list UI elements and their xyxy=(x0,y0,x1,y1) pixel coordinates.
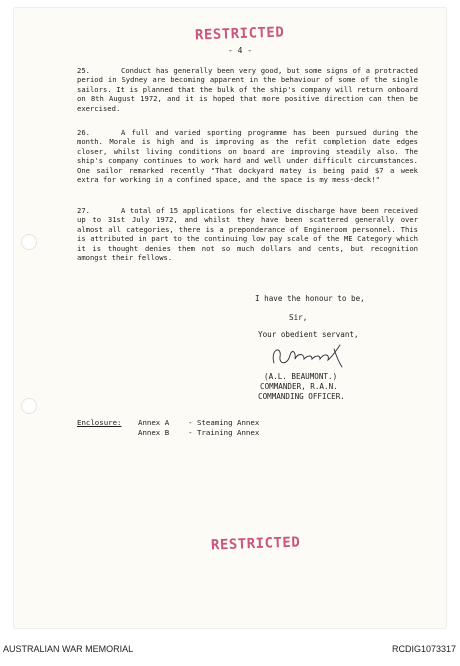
paragraph-text: Conduct has generally been very good, but some signs of a protracted period in Sydney are becoming apparent in the behaviour of some of the single sailors. It is planned that the bulk of the ship's company will return onboard on 8th August 1972, and it is hoped that more positive direction can then be exercised. xyxy=(77,66,418,113)
annex-description: Steaming Annex xyxy=(196,418,260,427)
annex-id: Annex B xyxy=(138,428,170,437)
paragraph-number: 26. xyxy=(77,128,90,137)
closing-servant: Your obedient servant, xyxy=(258,330,359,339)
signatory-rank: COMMANDER, R.A.N. xyxy=(260,382,338,391)
restricted-stamp-bottom: RESTRICTED xyxy=(210,534,301,554)
footer-source: AUSTRALIAN WAR MEMORIAL xyxy=(3,644,134,654)
paragraph-27 xyxy=(77,206,418,262)
punch-hole xyxy=(21,398,37,414)
footer-record-id: RCDIG1073317 xyxy=(391,644,456,654)
enclosure-label: Enclosure: xyxy=(77,418,122,427)
enclosure-item xyxy=(138,418,259,427)
restricted-stamp-top: RESTRICTED xyxy=(194,24,285,44)
enclosure-item xyxy=(138,428,259,437)
closing-honour: I have the honour to be, xyxy=(255,294,365,303)
handwritten-signature xyxy=(268,341,348,371)
annex-description: Training Annex xyxy=(196,428,260,437)
annex-dash: - xyxy=(188,428,193,437)
annex-dash: - xyxy=(188,418,193,427)
signatory-name: (A.L. BEAUMONT.) xyxy=(264,372,338,381)
annex-id: Annex A xyxy=(138,418,170,427)
paragraph-number: 25. xyxy=(77,66,90,75)
paragraph-26 xyxy=(77,128,418,184)
paragraph-number: 27. xyxy=(77,206,90,215)
closing-sir: Sir, xyxy=(289,313,308,322)
punch-hole xyxy=(21,234,37,250)
signatory-title: COMMANDING OFFICER. xyxy=(258,392,345,401)
page-number: - 4 - xyxy=(228,46,253,55)
paragraph-25 xyxy=(77,66,418,113)
paragraph-text: A total of 15 applications for elective discharge have been received up to 31st July 1972, and whilst they have been scattered generally over almost all categories, there is a preponderance of Engineroom personnel. This is attributed in part to the continuing low pay scale of the ME Category which it is thought denies them not so much dollars and cents, but recognition amongst their fellows. xyxy=(77,206,418,263)
paragraph-text: A full and varied sporting programme has been pursued during the month. Morale is high and is improving as the refit completion date edges closer, whilst living conditions on board are improving steadily also. The ship's company continues to work hard and well under difficult circumstances. One sailor remarked recently "That dockyard matey is being paid $7 a week extra for working in a confined space, and the space is my mess-deck!" xyxy=(77,128,418,185)
